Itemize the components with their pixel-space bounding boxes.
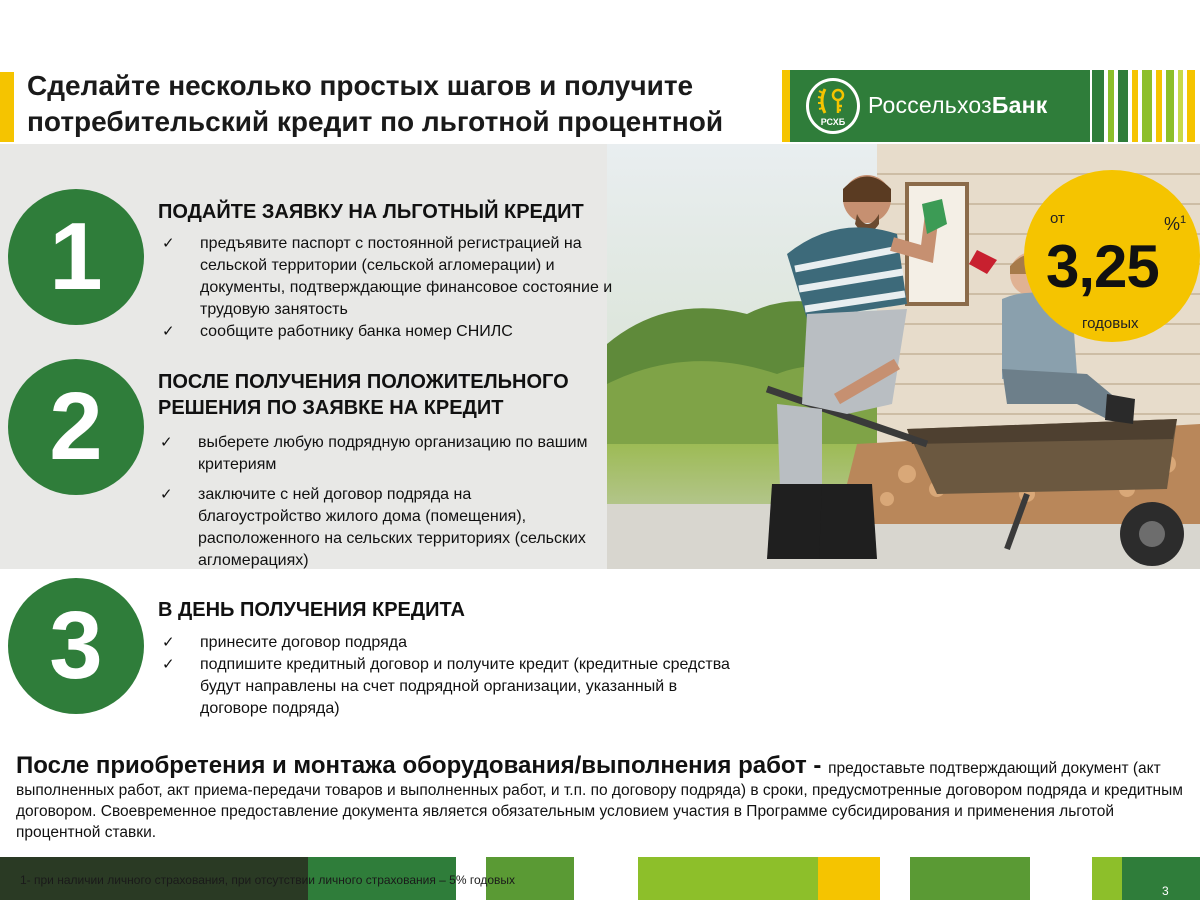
bank-logo-icon — [806, 78, 860, 134]
list-item-text: заключите с ней договор подряда на благоустройство жилого дома (помещения), расположенного на сельских территориях (сельских агломерациях) — [198, 486, 586, 569]
brand-accent-edge — [782, 70, 790, 142]
title-accent-bar — [0, 72, 14, 142]
step-2-heading: ПОСЛЕ ПОЛУЧЕНИЯ ПОЛОЖИТЕЛЬНОГО РЕШЕНИЯ ПО ЗАЯВКЕ НА КРЕДИТ — [158, 371, 569, 419]
percent-sign: % — [1164, 214, 1181, 234]
check-icon: ✓ — [162, 323, 175, 340]
check-icon: ✓ — [160, 486, 173, 503]
logo-text: РСХБ — [820, 117, 846, 127]
brand-stripes — [1092, 70, 1200, 142]
rate-badge — [1024, 170, 1200, 342]
list-item-text: подпишите кредитный договор и получите кредит (кредитные средства будут направлены на счет подрядной организации, указанный в договоре подряда) — [200, 656, 730, 717]
list-item-text: сообщите работнику банка номер СНИЛС — [200, 323, 513, 340]
check-icon: ✓ — [162, 634, 175, 651]
list-item-text: предъявите паспорт с постоянной регистрацией на сельской территории (сельской агломерации) и документы, подтверждающие финансовое состояние и трудовую занятость — [200, 235, 613, 318]
step-3-heading: В ДЕНЬ ПОЛУЧЕНИЯ КРЕДИТА — [158, 599, 465, 621]
post-purchase-text: предоставьте подтверждающий документ (акт выполненных работ, акт приема-передачи товаров и выполненных работ, и т.п. по договору подряда) в сроки, предусмотренные договором подряда и кредитным договором. Своевременное предоставление документа является обязательным условием участия в Программе субсидирования и применения льготой процентной ставки. — [16, 760, 1183, 841]
step-2-number: 2 — [8, 359, 144, 495]
wheat-key-emblem-icon — [811, 83, 855, 129]
rate-value: 3,25 — [1046, 233, 1159, 300]
post-purchase-note — [16, 752, 1188, 843]
list-item-text: выберете любую подрядную организацию по вашим критериям — [198, 434, 588, 473]
list-item-text: принесите договор подряда — [200, 634, 408, 651]
check-icon: ✓ — [162, 235, 175, 252]
step-3-list — [162, 632, 742, 720]
bank-name — [868, 92, 1047, 119]
list-item — [162, 654, 742, 720]
rate-unit — [1164, 214, 1186, 235]
post-purchase-lead: После приобретения и монтажа оборудования/выполнения работ - — [16, 752, 829, 779]
bank-name-light: Россельхоз — [868, 92, 992, 118]
page-number: 3 — [1162, 884, 1169, 898]
bank-brand-banner — [782, 70, 1200, 142]
rate-period: годовых — [1082, 315, 1139, 332]
list-item — [160, 484, 590, 572]
step-2-list — [160, 432, 590, 572]
step-1-heading: ПОДАЙТЕ ЗАЯВКУ НА ЛЬГОТНЫЙ КРЕДИТ — [158, 201, 584, 223]
page-title: Сделайте несколько простых шагов и получите потребительский кредит по льготной процентной — [27, 70, 724, 137]
step-3-number: 3 — [8, 578, 144, 714]
step-1-list — [162, 233, 622, 343]
rate-footnote: 1- при наличии личного страхования, при отсутствии личного страхования – 5% годовых — [20, 873, 516, 887]
list-item — [162, 233, 622, 321]
step-1-number: 1 — [8, 189, 144, 325]
bank-name-bold: Банк — [991, 92, 1048, 118]
check-icon: ✓ — [160, 434, 173, 451]
check-icon: ✓ — [162, 656, 175, 673]
rate-from: от — [1050, 210, 1065, 227]
list-item — [162, 321, 622, 343]
rate-footnote-mark: 1 — [1180, 214, 1187, 226]
list-item — [160, 432, 590, 476]
list-item — [162, 632, 742, 654]
